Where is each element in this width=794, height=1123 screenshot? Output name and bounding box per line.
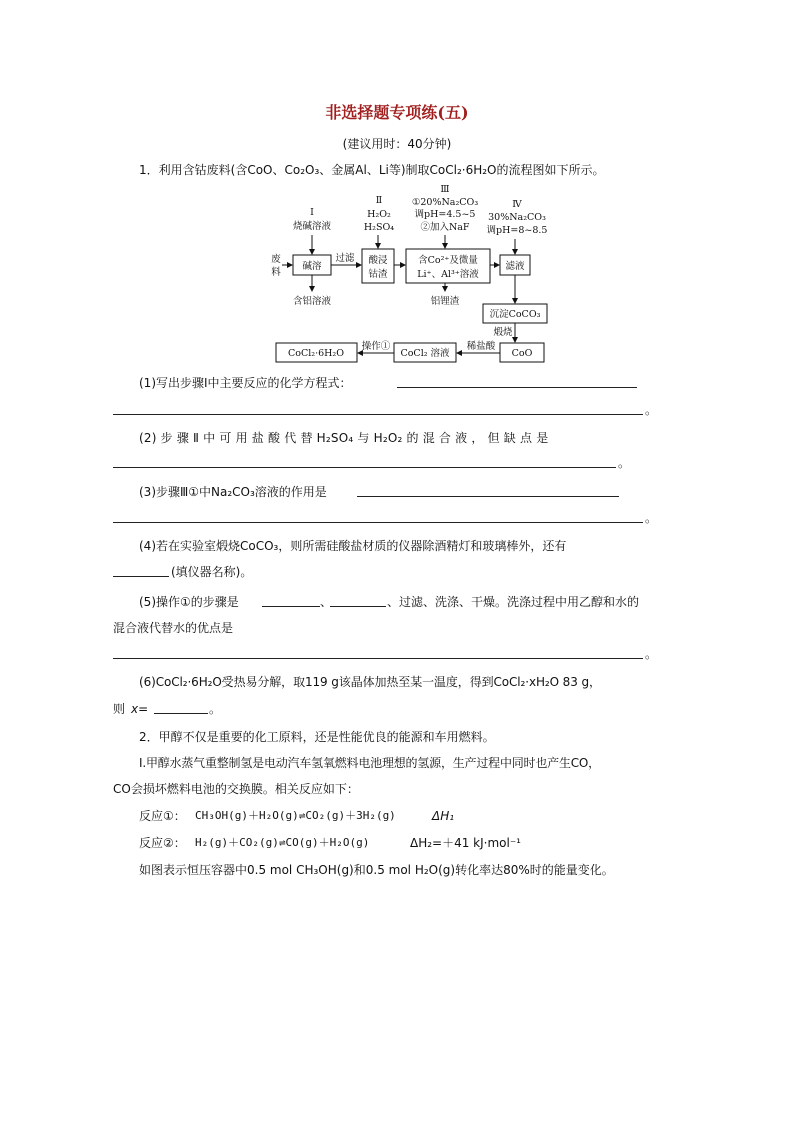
reagent-naf: ②加入NaF [420,222,470,233]
arrow-operation-label: 操作① [361,341,391,352]
q1-part1: (1)写出步骤Ⅰ中主要反应的化学方程式： [139,376,352,390]
q1-part6-prefix: 则 [113,702,126,716]
reaction2-equation: H₂(g)＋CO₂(g)⇌CO(g)＋H₂O(g) [195,836,370,849]
feed-label-b: 料 [271,267,281,278]
reaction1-enthalpy: ΔH₁ [432,809,455,823]
q1-part1-answer-line[interactable] [397,387,637,388]
box-dissolve: 碱溶 [302,261,322,272]
reagent-ph-45: 调pH=4.5~5 [414,209,476,220]
box-coo: CoO [511,348,533,359]
q2-section1-line2: CO会损坏燃料电池的交换膜。相关反应如下： [113,782,359,796]
q1-part4-answer-line[interactable] [113,576,169,577]
feed-label-a: 废 [271,254,281,265]
page-title: 非选择题专项练(五) [325,103,469,122]
q1-part5-line2: 混合液代替水的优点是 [113,621,234,635]
q2-section1-line1: Ⅰ.甲醇水蒸气重整制氢是电动汽车氢氧燃料电池理想的氢源，生产过程中同时也产生CO， [139,756,600,770]
q1-stem: 1．利用含钴废料(含CoO、Co₂O₃、金属Al、Li等)制取CoCl₂·6H₂O的流程图如下所示。 [139,163,605,177]
q2-figure-intro: 如图表示恒压容器中0.5 mol CH₃OH(g)和0.5 mol H₂O(g)转化率达80%时的能量变化。 [139,863,614,877]
page-subtitle: (建议用时：40分钟) [342,137,452,151]
q1-part5-prefix: (5)操作①的步骤是 [139,595,239,609]
q1-part3-period: 。 [645,511,658,525]
step-label-1: Ⅰ [310,207,314,218]
reaction2-label: 反应②： [139,836,186,850]
q1-part5-period: 。 [645,647,658,661]
q1-part6: (6)CoCl₂·6H₂O受热易分解，取119 g该晶体加热至某一温度，得到CoCl₂·xH₂O 83 g， [139,675,601,689]
arrow-hcl-label: 稀盐酸 [466,341,496,352]
arrow-filter-label: 过滤 [335,253,355,264]
box-filtrate: 滤液 [505,261,525,272]
box-product: CoCl₂·6H₂O [287,348,345,359]
reagent-ph-8: 调pH=8~8.5 [486,225,548,236]
box-precipitate: 沉淀CoCO₃ [489,309,541,320]
process-flowchart [262,183,562,366]
step-label-4: Ⅳ [512,199,522,210]
q1-part3-answer-line[interactable] [357,496,619,497]
q1-part5-answer-line-3[interactable] [113,658,643,659]
q1-part2-answer-line[interactable] [113,467,616,468]
q1-part4: (4)若在实验室煅烧CoCO₃，则所需硅酸盐材质的仪器除酒精灯和玻璃棒外，还有 [139,539,567,553]
q1-part5-answer-line-1[interactable] [262,606,320,607]
q1-part5-rest: 、过滤、洗涤、干燥。洗涤过程中用乙醇和水的 [387,595,640,609]
box-cocl2-solution: CoCl₂ 溶液 [400,348,450,359]
reagent-na2co3-30: 30%Na₂CO₃ [488,212,546,223]
q1-part6-period: 。 [209,702,222,716]
reagent-h2so4: H₂SO₄ [363,222,395,233]
reaction2-enthalpy: ΔH₂=＋41 kJ·mol⁻¹ [410,836,521,850]
q2-stem: 2．甲醇不仅是重要的化工原料，还是性能优良的能源和车用燃料。 [139,730,495,744]
q1-part5-sep: 、 [320,595,333,609]
box-leach-b: 钴渣 [368,269,388,280]
arrow-calcine-label: 煅烧 [493,327,513,338]
step-label-2: Ⅱ [375,195,383,206]
reagent-h2o2: H₂O₂ [367,209,391,220]
box-leach-a: 酸浸 [368,255,388,266]
output-al-solution: 含铝溶液 [292,296,332,307]
box-solution-a: 含Co²⁺及微量 [418,255,478,266]
box-solution-b: Li⁺、Al³⁺溶液 [417,269,479,280]
q1-part1-period: 。 [645,403,658,417]
q1-part4-suffix: (填仪器名称)。 [171,565,253,579]
q1-part3: (3)步骤Ⅲ①中Na₂CO₃溶液的作用是 [139,485,327,499]
q1-part3-answer-line-2[interactable] [113,522,643,523]
q1-part1-answer-line-2[interactable] [113,414,643,415]
reaction1-equation: CH₃OH(g)＋H₂O(g)⇌CO₂(g)＋3H₂(g) [195,809,396,822]
reagent-naoh: 烧碱溶液 [292,221,332,232]
step-label-3: Ⅲ [440,184,450,195]
reagent-na2co3-20: ①20%Na₂CO₃ [411,197,479,208]
q1-part6-answer-line[interactable] [154,713,208,714]
q1-part2-period: 。 [618,456,631,470]
q1-part2: (2) 步 骤 Ⅱ 中 可 用 盐 酸 代 替 H₂SO₄ 与 H₂O₂ 的 混 合 液 ， 但 缺 点 是 [139,431,549,445]
reaction1-label: 反应①： [139,809,186,823]
q1-part5-answer-line-2[interactable] [330,606,386,607]
q1-part6-x: x= [131,702,149,716]
output-li-al-residue: 铝锂渣 [430,296,460,307]
